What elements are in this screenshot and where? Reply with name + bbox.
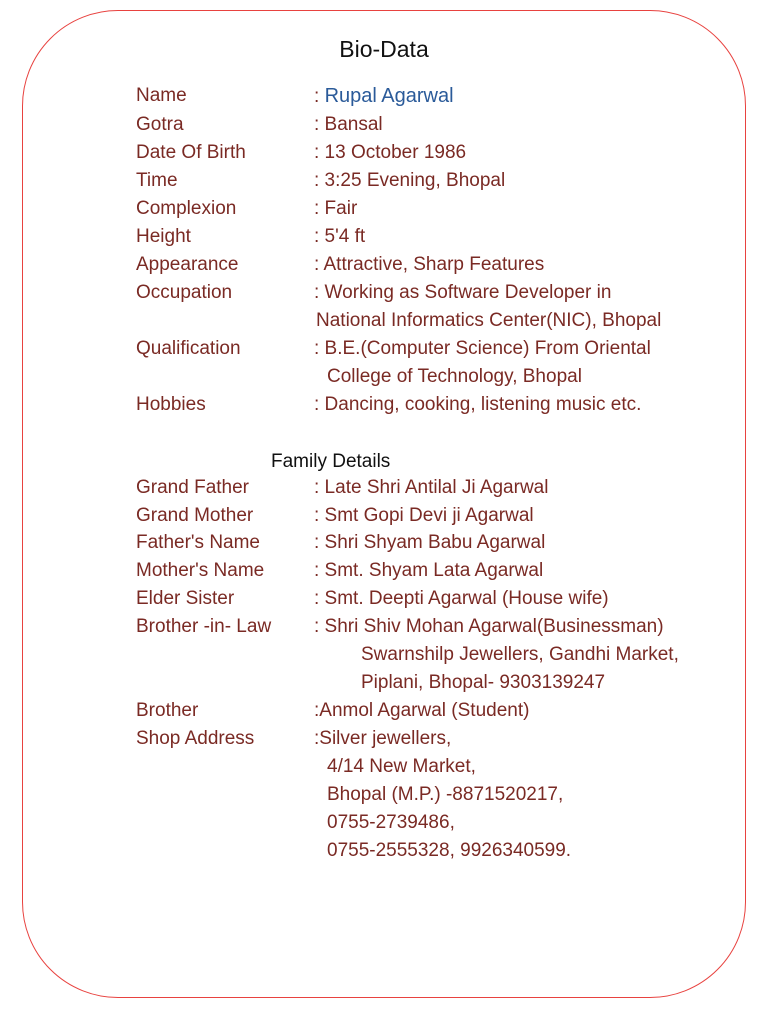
hobbies-label: Hobbies [136, 394, 206, 415]
sister-value: : Smt. Deepti Agarwal (House wife) [314, 588, 609, 609]
brother-in-law-value: : Shri Shiv Mohan Agarwal(Businessman) [314, 616, 664, 637]
row-appearance [0, 251, 768, 279]
row-brother [0, 697, 768, 725]
father-label: Father's Name [136, 532, 261, 553]
row-qualification [0, 335, 768, 363]
shop-address-line-2: Bhopal (M.P.) -8871520217, [327, 784, 564, 805]
grandmother-label: Grand Mother [136, 505, 254, 526]
qualification-continuation: College of Technology, Bhopal [327, 366, 582, 387]
brother-label: Brother [136, 700, 199, 721]
occupation-label: Occupation [136, 282, 233, 303]
family-details-heading: Family Details [271, 451, 391, 472]
dob-value: : 13 October 1986 [314, 142, 467, 163]
appearance-label: Appearance [136, 254, 239, 275]
name-label: Name [136, 85, 187, 106]
row-grand-father [0, 474, 768, 502]
father-value: : Shri Shyam Babu Agarwal [314, 532, 546, 553]
row-mother-name [0, 557, 768, 585]
shop-address-line-4: 0755-2555328, 9926340599. [327, 840, 572, 861]
row-time [0, 167, 768, 195]
time-value: : 3:25 Evening, Bhopal [314, 170, 506, 191]
complexion-label: Complexion [136, 198, 237, 219]
height-value: : 5'4 ft [314, 226, 366, 247]
row-gotra [0, 111, 768, 139]
gotra-value: : Bansal [314, 114, 383, 135]
complexion-value: : Fair [314, 198, 358, 219]
hobbies-value: : Dancing, cooking, listening music etc. [314, 394, 642, 415]
qualification-value: : B.E.(Computer Science) From Oriental [314, 338, 651, 359]
shop-address-line-1: 4/14 New Market, [327, 756, 476, 777]
brother-in-law-continuation-2: Piplani, Bhopal- 9303139247 [361, 672, 606, 693]
page-title: Bio-Data [339, 36, 429, 62]
grandfather-label: Grand Father [136, 477, 249, 498]
row-brother-in-law [0, 613, 768, 641]
height-label: Height [136, 226, 191, 247]
brother-value: :Anmol Agarwal (Student) [314, 700, 530, 721]
row-occupation [0, 279, 768, 307]
gotra-label: Gotra [136, 114, 184, 135]
occupation-continuation: National Informatics Center(NIC), Bhopal [316, 310, 662, 331]
row-date-of-birth [0, 139, 768, 167]
grandfather-value: : Late Shri Antilal Ji Agarwal [314, 477, 549, 498]
row-father-name [0, 529, 768, 557]
sister-label: Elder Sister [136, 588, 235, 609]
shop-address-value: :Silver jewellers, [314, 728, 452, 749]
name-separator: : [314, 86, 325, 107]
shop-address-label: Shop Address [136, 728, 255, 749]
occupation-value: : Working as Software Developer in [314, 282, 612, 303]
row-name [0, 82, 768, 110]
name-value-wrap [314, 82, 454, 111]
mother-value: : Smt. Shyam Lata Agarwal [314, 560, 544, 581]
row-grand-mother [0, 502, 768, 530]
name-value: Rupal Agarwal [324, 85, 454, 107]
row-shop-address [0, 725, 768, 753]
row-elder-sister [0, 585, 768, 613]
time-label: Time [136, 170, 178, 191]
brother-in-law-label: Brother -in- Law [136, 616, 272, 637]
row-height [0, 223, 768, 251]
shop-address-line-3: 0755-2739486, [327, 812, 455, 833]
appearance-value: : Attractive, Sharp Features [314, 254, 545, 275]
mother-label: Mother's Name [136, 560, 265, 581]
qualification-label: Qualification [136, 338, 241, 359]
grandmother-value: : Smt Gopi Devi ji Agarwal [314, 505, 534, 526]
brother-in-law-continuation-1: Swarnshilp Jewellers, Gandhi Market, [361, 644, 679, 665]
row-hobbies [0, 391, 768, 419]
dob-label: Date Of Birth [136, 142, 246, 163]
row-complexion [0, 195, 768, 223]
